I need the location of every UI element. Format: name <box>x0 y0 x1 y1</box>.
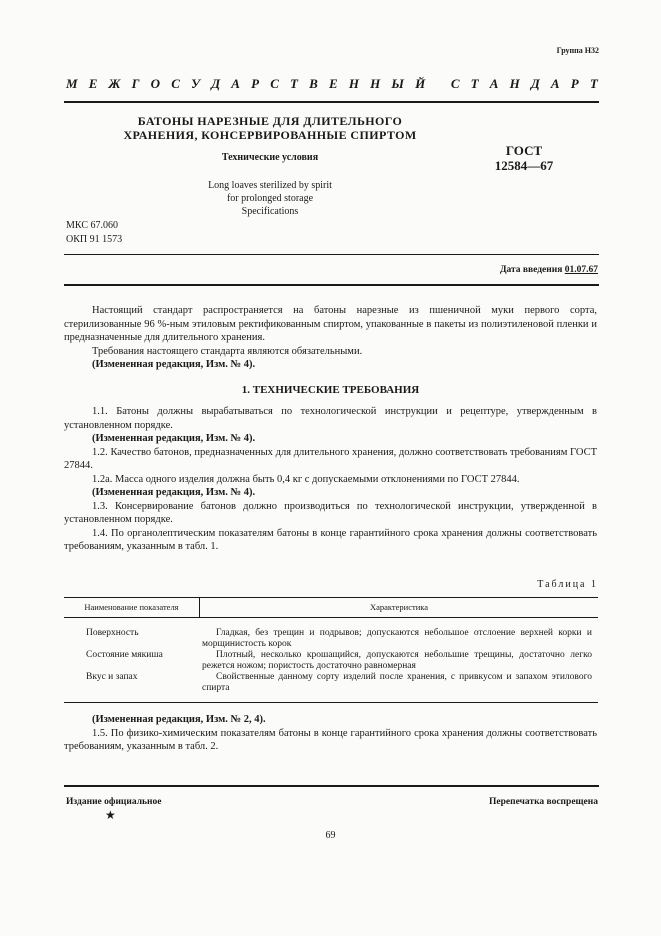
row-characteristic-text: Плотный, несколько крошащийся, допускаются небольшие трещины, достаточно легко режется ножом; пористость достаточно равномерная <box>202 650 592 671</box>
table-row <box>64 650 598 672</box>
row-indicator: Вкус и запах <box>86 672 138 682</box>
intro-amendment: (Измененная редакция, Изм. № 4). <box>92 359 256 370</box>
clause-1-4: 1.4. По органолептическим показателям батоны в конце гарантийного срока хранения должны соответствовать требованиям, указанным в табл. 1. <box>64 527 597 552</box>
official-edition: Издание официальное <box>66 797 162 807</box>
standard-letter <box>436 76 439 92</box>
intro-mandatory: Требования настоящего стандарта являются обязательными. <box>92 345 363 357</box>
standard-letter: С <box>450 76 460 91</box>
title-line-2: ХРАНЕНИЯ, КОНСЕРВИРОВАННЫЕ СПИРТОМ <box>123 128 417 142</box>
page-number: 69 <box>325 830 336 841</box>
standard-letter: М <box>66 76 78 91</box>
classification-codes <box>66 219 122 247</box>
standard-letter: Е <box>88 76 98 91</box>
table-row <box>64 672 598 694</box>
standard-letter: Н <box>370 76 381 91</box>
document-subtitle: Технические условия <box>221 152 319 163</box>
top-rule <box>64 101 599 103</box>
clause-1-5: 1.5. По физико-химическим показателям батоны в конце гарантийного срока хранения должны соответствовать требованиям, указанным в табл. 2. <box>64 727 597 752</box>
standard-letter: У <box>191 76 201 91</box>
row-indicator: Поверхность <box>86 628 139 638</box>
date-label: Дата введения <box>499 265 563 275</box>
standard-letter: А <box>489 76 499 91</box>
standard-letter: Ж <box>108 76 121 91</box>
standard-letter: Т <box>470 76 479 91</box>
row-characteristic-text: Гладкая, без трещин и подрывов; допускаются небольшое отслоение верхней корки и морщинистость корок <box>202 628 592 649</box>
standard-letter: В <box>309 76 318 91</box>
okp-code: ОКП 91 1573 <box>66 234 123 245</box>
table-1 <box>64 597 598 703</box>
row-characteristic-text: Свойственные данному сорту изделий после хранения, с привкусом и запахом этилового спирта <box>202 672 592 693</box>
table-caption: Таблица 1 <box>537 579 598 590</box>
intro-section <box>64 304 597 372</box>
gost-label: ГОСТ <box>505 143 543 158</box>
table-body <box>64 618 598 694</box>
group-code: Группа Н32 <box>556 46 599 55</box>
standard-letter: Р <box>251 76 260 91</box>
row-characteristic <box>199 672 598 694</box>
date-rule <box>64 284 599 286</box>
standard-letter: Е <box>328 76 338 91</box>
amendment-note: (Измененная редакция, Изм. № 2, 4). <box>92 714 266 725</box>
clause-1-2: 1.2. Качество батонов, предназначенных для длительного хранения, должно соответствовать требованиям ГОСТ 27844. <box>64 446 597 471</box>
title-line-1: БАТОНЫ НАРЕЗНЫЕ ДЛЯ ДЛИТЕЛЬНОГО <box>137 114 403 128</box>
gost-code: 12584—67 <box>494 158 554 173</box>
table-bottom-rule <box>64 702 598 703</box>
clause-1-2a: 1.2а. Масса одного изделия должна быть 0,4 кг с допускаемыми отклонениями по ГОСТ 27844. <box>92 473 520 485</box>
standard-letter: Н <box>348 76 359 91</box>
bottom-rule <box>64 785 599 787</box>
column-header-characteristic: Характеристика <box>369 602 429 612</box>
document-title <box>95 114 445 142</box>
introduction-date <box>500 265 598 275</box>
standard-letter: Д <box>211 76 221 91</box>
row-characteristic <box>199 650 598 672</box>
standard-letter: О <box>150 76 161 91</box>
clause-1-1: 1.1. Батоны должны вырабатываться по технологической инструкции и рецептуре, утвержденным в установленном порядке. <box>64 406 597 431</box>
english-title <box>95 179 445 218</box>
row-indicator: Состояние мякиша <box>86 650 163 660</box>
column-header-indicator: Наименование показателя <box>64 598 200 617</box>
section-title: 1. ТЕХНИЧЕСКИЕ ТРЕБОВАНИЯ <box>241 384 420 396</box>
standard-letter: С <box>171 76 180 91</box>
row-characteristic <box>199 628 598 650</box>
intro-paragraph: Настоящий стандарт распространяется на батоны нарезные из пшеничной муки первого сорта, стерилизованные 96 %-ным этиловым ректификованным спиртом, упакованные в пакеты из полиэтиленовой пленки и предназначенные для длительного хранения. <box>64 305 597 343</box>
after-table-section <box>64 713 597 754</box>
standard-letter: Г <box>131 76 140 91</box>
standard-letter: Т <box>589 76 598 91</box>
standard-letter: Н <box>509 76 520 91</box>
english-title-line-2: for prolonged storage <box>226 193 314 204</box>
reprint-prohibited: Перепечатка воспрещена <box>488 797 598 807</box>
star-icon: ★ <box>105 808 116 822</box>
clause-1-3: 1.3. Консервирование батонов должно производиться по технологической инструкции, утвержденной в установленном порядке. <box>64 500 597 525</box>
standard-letter: С <box>270 76 279 91</box>
standard-letter: А <box>231 76 240 91</box>
table-row <box>64 628 598 650</box>
standard-letter: Р <box>570 76 579 91</box>
amendment-note: (Измененная редакция, Изм. № 4). <box>92 433 256 444</box>
requirements-section <box>64 405 597 554</box>
mks-code: МКС 67.060 <box>66 220 118 231</box>
standard-letter: Д <box>530 76 540 91</box>
middle-rule <box>64 254 599 255</box>
standard-heading <box>66 76 598 92</box>
gost-number <box>484 143 564 173</box>
standard-letter: Й <box>415 76 426 91</box>
english-title-line-1: Long loaves sterilized by spirit <box>208 180 332 191</box>
date-value: 01.07.67 <box>564 265 598 275</box>
standard-letter: Ы <box>391 76 404 91</box>
standard-letter: А <box>550 76 560 91</box>
table-header <box>64 597 598 618</box>
english-title-line-3: Specifications <box>241 206 299 217</box>
amendment-note: (Измененная редакция, Изм. № 4). <box>92 487 256 498</box>
standard-letter: Т <box>290 76 298 91</box>
